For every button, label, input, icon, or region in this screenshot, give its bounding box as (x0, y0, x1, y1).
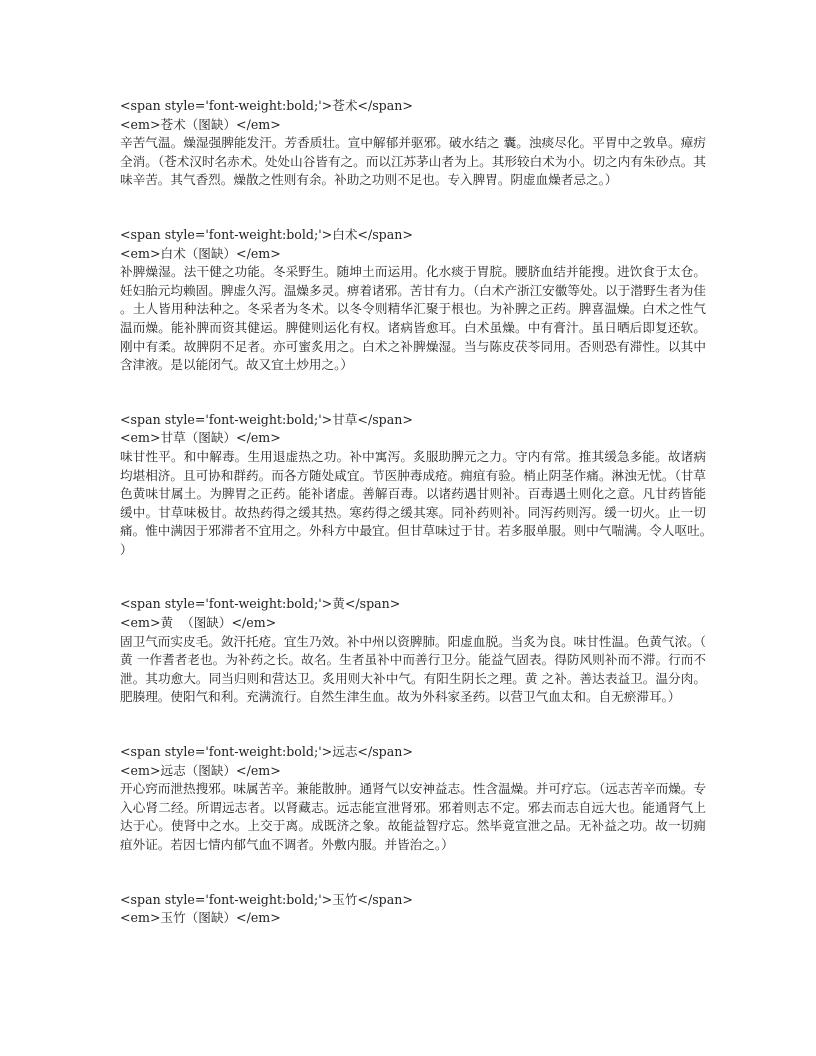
entry-heading: <span style='font-weight:bold;'>苍术</span> (120, 98, 413, 113)
entry-body: 固卫气而实皮毛。敛汗托疮。宜生乃效。补中州以资脾肺。阳虚血脱。当炙为良。味甘性温。色黄气浓。（黄 一作耆者老也。为补药之长。故名。生者虽补中而善行卫分。能益气固表。得防风则补而不滞。行而不泄。其功愈大。同当归则和营达卫。炙用则大补中气。有阳生阴长之理。黄 之补。善达表益卫。温分肉。肥腠理。使阳气和利。充满流行。自然生津生血。故为外科家圣药。以营卫气血太和。自无瘀滞耳。） (120, 633, 706, 705)
entry-figure-note: <em>苍术（图缺）</em> (120, 116, 281, 132)
entry-yuanzhi (120, 743, 706, 855)
entry-figure-note: <em>甘草（图缺）</em> (120, 430, 281, 446)
entry-body: 开心窍而泄热搜邪。味属苦辛。兼能散肿。通肾气以安神益志。性含温燥。并可疗忘。（远志苦辛而燥。专入心肾二经。所谓远志者。以肾藏志。远志能宣泄肾邪。邪着则志不定。邪去而志自远大也。能通肾气上达于心。使肾中之水。上交于离。成既济之象。故能益智疗忘。然毕竟宣泄之品。无补益之功。故一切痈疽外证。若因七情内郁气血不调者。外敷内服。并皆治之。） (120, 781, 706, 852)
entry-figure-note: <em>远志（图缺）</em> (120, 762, 281, 778)
entry-gancao (120, 411, 706, 560)
entry-heading: <span style='font-weight:bold;'>远志</span> (120, 744, 413, 760)
entry-figure-note: <em>黄 （图缺）</em> (120, 615, 277, 631)
entry-body: 辛苦气温。燥湿强脾能发汗。芳香质壮。宣中解郁并驱邪。破水结之 囊。浊痰尽化。平胃中之敦阜。瘴疠全消。（苍术汉时名赤术。处处山谷皆有之。而以江苏茅山者为上。其形较白术为小。切之内有朱砂点。其味辛苦。其气香烈。燥散之性则有余。补助之功则不足也。专入脾胃。阴虚血燥者忌之。） (120, 135, 706, 188)
entry-huang (120, 595, 706, 707)
entry-body: 补脾燥湿。法干健之功能。冬采野生。随坤土而运用。化水痰于胃脘。腰脐血结并能搜。进饮食于太仓。妊妇胎元均赖固。脾虚久泻。温燥多灵。痹着诸邪。苦甘有力。（白术产浙江安徽等处。以于潜野生者为佳。土人皆用种法种之。冬采者为冬术。以冬令则精华汇聚于根也。为补脾之正药。脾喜温燥。白术之性气温而燥。能补脾而资其健运。脾健则运化有权。诸病皆愈耳。白术虽燥。中有膏汁。虽日晒后即复还软。刚中有柔。故脾阴不足者。亦可蜜炙用之。白术之补脾燥湿。当与陈皮茯苓同用。否则恐有滞性。以其中含津液。是以能闭气。故又宜土炒用之。） (120, 264, 706, 373)
entry-baizhu (120, 226, 706, 375)
entry-yuzhu (120, 891, 706, 928)
entry-heading: <span style='font-weight:bold;'>甘草</span> (120, 411, 413, 427)
entry-body: 味甘性平。和中解毒。生用退虚热之功。补中寓泻。炙服助脾元之力。守内有常。推其缓急多能。故诸病均堪相济。且可协和群药。而各方随处咸宜。节医肿毒成疮。痈疽有验。梢止阴茎作痛。淋浊无忧。（甘草色黄味甘属土。为脾胃之正药。能补诸虚。善解百毒。以诸药遇甘则补。百毒遇土则化之意。凡甘药皆能缓中。甘草味极甘。故热药得之缓其热。寒药得之缓其寒。同补药则补。同泻药则泻。缓一切火。止一切痛。惟中满因于邪滞者不宜用之。外科方中最宜。但甘草味过于甘。若多服单服。则中气喘满。令人呕吐。） (120, 448, 706, 557)
entry-figure-note: <em>玉竹（图缺）</em> (120, 910, 281, 926)
entry-heading: <span style='font-weight:bold;'>玉竹</span> (120, 891, 413, 907)
entry-figure-note: <em>白术（图缺）</em> (120, 245, 281, 261)
entry-heading: <span style='font-weight:bold;'>白术</span> (120, 226, 413, 242)
entry-cangzhu (120, 97, 706, 190)
entry-heading: <span style='font-weight:bold;'>黄</span> (120, 596, 401, 612)
